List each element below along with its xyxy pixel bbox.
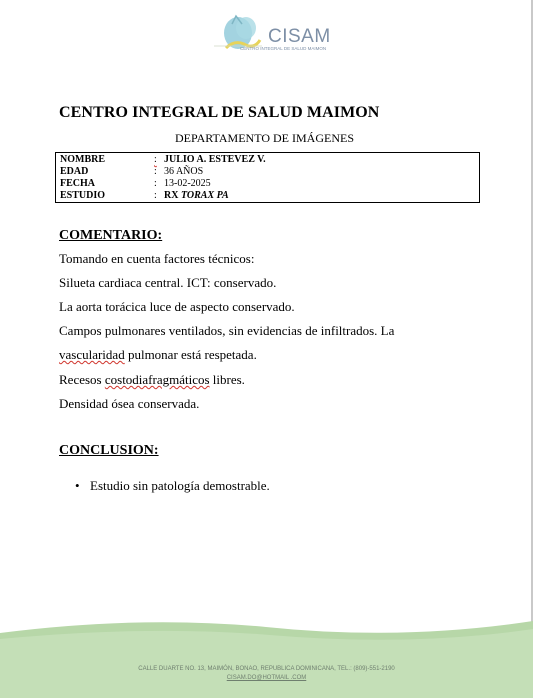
comment-line: Recesos costodiafragmáticos libres. bbox=[59, 372, 245, 387]
comment-line: La aorta torácica luce de aspecto conservado. bbox=[59, 299, 295, 314]
comment-line: Silueta cardiaca central. ICT: conservado. bbox=[59, 275, 277, 290]
patient-label: EDAD bbox=[60, 166, 89, 177]
conclusion-heading: CONCLUSION: bbox=[59, 443, 159, 458]
footer-address: CALLE DUARTE NO. 13, MAIMÓN, BONAO, REPUBLICA DOMINICANA, TEL.: (809)-551-2190 bbox=[138, 666, 395, 672]
logo-subtitle: CENTRO INTEGRAL DE SALUD MAIMON bbox=[240, 46, 327, 51]
patient-value: JULIO A. ESTEVEZ V. bbox=[164, 154, 266, 165]
patient-value: 13-02-2025 bbox=[164, 178, 211, 189]
separator: : bbox=[154, 166, 157, 177]
logo-text: CISAM bbox=[268, 26, 331, 47]
patient-value: 36 AÑOS bbox=[164, 166, 204, 177]
patient-label: NOMBRE bbox=[60, 154, 105, 165]
comment-line: vascularidad pulmonar está respetada. bbox=[59, 347, 257, 362]
footer-email: CISAM.DO@HOTMAIL .COM bbox=[226, 675, 307, 681]
comment-line: Densidad ósea conservada. bbox=[59, 396, 200, 411]
separator: : bbox=[154, 190, 157, 201]
org-title: CENTRO INTEGRAL DE SALUD MAIMON bbox=[59, 104, 380, 121]
patient-label: ESTUDIO bbox=[60, 190, 106, 201]
spellcheck-word: costodiafragmáticos bbox=[104, 372, 210, 387]
comment-line: Campos pulmonares ventilados, sin evidencias de infiltrados. La bbox=[59, 323, 395, 338]
conclusion-text: Estudio sin patología demostrable. bbox=[90, 478, 270, 493]
separator: : bbox=[154, 178, 157, 189]
footer-wave bbox=[0, 615, 533, 698]
spellcheck-word: vascularidad bbox=[59, 347, 125, 362]
patient-value: RX TORAX PA bbox=[164, 190, 229, 201]
patient-info-box bbox=[55, 152, 480, 203]
bullet-icon: • bbox=[75, 478, 80, 493]
comment-heading: COMENTARIO: bbox=[59, 228, 163, 243]
patient-label: FECHA bbox=[60, 178, 95, 189]
department-title: DEPARTAMENTO DE IMÁGENES bbox=[175, 131, 354, 145]
separator: : bbox=[154, 154, 157, 165]
comment-line: Tomando en cuenta factores técnicos: bbox=[59, 251, 255, 266]
